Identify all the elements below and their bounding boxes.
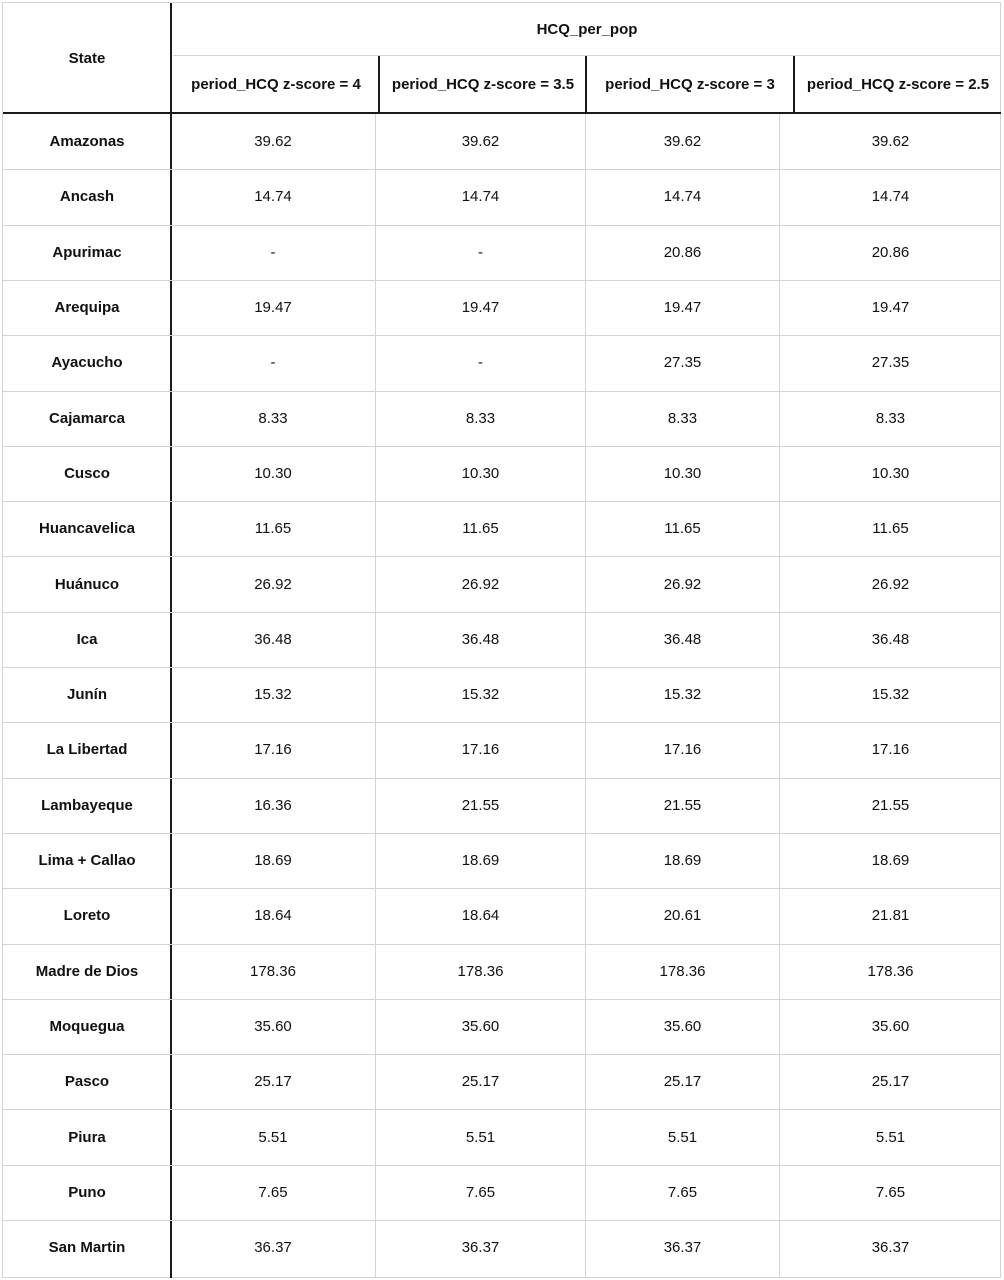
value-cell: 7.65 <box>667 1183 698 1201</box>
state-cell: Lima + Callao <box>38 852 136 870</box>
value-cell: 15.32 <box>871 686 910 704</box>
state-cell: Madre de Dios <box>35 962 139 980</box>
row-divider <box>3 888 1001 889</box>
row-divider <box>3 778 1001 779</box>
value-cell: 11.65 <box>254 520 292 538</box>
value-cell: 11.65 <box>872 520 909 538</box>
value-cell: 8.33 <box>258 409 288 427</box>
state-cell: San Martin <box>48 1239 126 1257</box>
value-cell: 36.37 <box>254 1239 292 1257</box>
sub-header-rule-1 <box>378 56 380 113</box>
row-divider <box>3 169 1001 170</box>
value-cell: 7.65 <box>875 1183 906 1201</box>
state-cell: Puno <box>68 1183 106 1201</box>
state-cell: Moquegua <box>49 1017 125 1035</box>
value-cell: 25.17 <box>254 1073 292 1091</box>
value-cell: 5.51 <box>465 1128 496 1146</box>
value-cell: 35.60 <box>871 1017 910 1035</box>
row-divider <box>3 1109 1001 1110</box>
value-cell: 5.51 <box>875 1128 906 1146</box>
value-cell: 25.17 <box>461 1073 500 1091</box>
state-cell: Loreto <box>63 907 111 925</box>
value-cell: 15.32 <box>254 686 292 704</box>
value-cell: - <box>270 243 276 261</box>
value-cell: 36.48 <box>663 630 702 648</box>
row-divider <box>3 556 1001 557</box>
value-cell: 16.36 <box>254 796 292 814</box>
value-cell: 8.33 <box>875 409 906 427</box>
state-cell: Apurimac <box>52 243 122 261</box>
header-divider <box>173 55 1001 56</box>
value-cell: 26.92 <box>663 575 702 593</box>
state-cell: Huancavelica <box>39 520 135 538</box>
value-cell: 19.47 <box>663 299 702 317</box>
value-cell: 14.74 <box>871 188 910 206</box>
state-cell: Huánuco <box>54 575 120 593</box>
value-cell: 10.30 <box>871 464 910 482</box>
value-cell: 36.48 <box>461 630 500 648</box>
row-divider <box>3 225 1001 226</box>
sub-header-rule-2 <box>585 56 587 113</box>
value-cell: 8.33 <box>465 409 496 427</box>
value-cell: 25.17 <box>871 1073 910 1091</box>
sub-header-z25: period_HCQ z-score = 2.5 <box>806 75 990 93</box>
state-cell: Ancash <box>59 188 115 206</box>
value-cell: 19.47 <box>871 299 910 317</box>
value-cell: 26.92 <box>871 575 910 593</box>
value-cell: 17.16 <box>254 741 292 759</box>
value-cell: 7.65 <box>465 1183 496 1201</box>
state-cell: Lambayeque <box>41 796 133 814</box>
value-cell: 14.74 <box>461 188 500 206</box>
value-cell: 35.60 <box>254 1017 292 1035</box>
state-cell: Pasco <box>64 1073 110 1091</box>
state-cell: Cajamarca <box>49 409 125 427</box>
row-divider <box>3 280 1001 281</box>
value-cell: 20.86 <box>871 243 910 261</box>
value-cell: 18.64 <box>461 907 500 925</box>
row-divider <box>3 1165 1001 1166</box>
value-cell: 39.62 <box>254 133 292 151</box>
sub-header-z3: period_HCQ z-score = 3 <box>605 75 775 93</box>
sub-header-z35: period_HCQ z-score = 3.5 <box>391 75 575 93</box>
value-cell: 17.16 <box>663 741 702 759</box>
value-cell: 39.62 <box>663 133 702 151</box>
row-divider <box>3 612 1001 613</box>
value-cell: 19.47 <box>254 299 292 317</box>
value-cell: 11.65 <box>664 520 701 538</box>
value-cell: 14.74 <box>663 188 702 206</box>
value-cell: 10.30 <box>663 464 702 482</box>
sub-header-rule-3 <box>793 56 795 113</box>
state-header: State <box>68 49 106 67</box>
row-divider <box>3 999 1001 1000</box>
sub-header-z4: period_HCQ z-score = 4 <box>191 75 361 93</box>
value-cell: 15.32 <box>663 686 702 704</box>
value-cell: - <box>270 354 276 372</box>
value-cell: 18.69 <box>254 852 292 870</box>
value-cell: 5.51 <box>258 1128 288 1146</box>
value-cell: 39.62 <box>871 133 910 151</box>
value-cell: 17.16 <box>461 741 500 759</box>
row-divider <box>3 722 1001 723</box>
row-divider <box>3 1054 1001 1055</box>
state-cell: Ica <box>76 630 98 648</box>
state-cell: Piura <box>68 1128 106 1146</box>
value-cell: 36.48 <box>871 630 910 648</box>
value-cell: 26.92 <box>461 575 500 593</box>
value-cell: 10.30 <box>254 464 292 482</box>
value-cell: 36.37 <box>461 1239 500 1257</box>
value-cell: 15.32 <box>461 686 500 704</box>
group-header: HCQ_per_pop <box>536 20 638 38</box>
row-divider <box>3 944 1001 945</box>
row-divider <box>3 1220 1001 1221</box>
value-cell: 11.65 <box>462 520 499 538</box>
value-cell: 10.30 <box>461 464 500 482</box>
value-cell: 25.17 <box>663 1073 702 1091</box>
value-cell: 14.74 <box>254 188 292 206</box>
state-cell: La Libertad <box>46 741 128 759</box>
state-cell: Ayacucho <box>51 354 123 372</box>
value-cell: 27.35 <box>871 354 910 372</box>
state-cell: Amazonas <box>49 133 125 151</box>
value-cell: 35.60 <box>461 1017 500 1035</box>
value-cell: 39.62 <box>461 133 500 151</box>
value-cell: 27.35 <box>663 354 702 372</box>
value-cell: 35.60 <box>663 1017 702 1035</box>
value-cell: 36.37 <box>663 1239 702 1257</box>
value-cell: 178.36 <box>659 962 706 980</box>
value-cell: 21.55 <box>871 796 910 814</box>
value-cell: 8.33 <box>667 409 698 427</box>
value-cell: 21.55 <box>461 796 500 814</box>
value-cell: 36.37 <box>871 1239 910 1257</box>
row-divider <box>3 833 1001 834</box>
value-cell: 18.69 <box>871 852 910 870</box>
state-cell: Junín <box>67 686 107 704</box>
value-cell: 178.36 <box>867 962 914 980</box>
value-cell: 20.61 <box>663 907 702 925</box>
row-divider <box>3 446 1001 447</box>
value-cell: 21.81 <box>871 907 910 925</box>
row-divider <box>3 391 1001 392</box>
value-cell: 17.16 <box>871 741 910 759</box>
state-cell: Arequipa <box>54 299 120 317</box>
value-cell: 18.69 <box>461 852 500 870</box>
value-cell: 18.64 <box>254 907 292 925</box>
value-cell: 5.51 <box>667 1128 698 1146</box>
value-cell: 19.47 <box>461 299 500 317</box>
row-divider <box>3 501 1001 502</box>
value-cell: 26.92 <box>254 575 292 593</box>
value-cell: - <box>478 354 483 372</box>
value-cell: 21.55 <box>663 796 702 814</box>
row-divider <box>3 667 1001 668</box>
value-cell: 7.65 <box>258 1183 288 1201</box>
value-cell: 36.48 <box>254 630 292 648</box>
value-cell: 20.86 <box>663 243 702 261</box>
value-cell: 178.36 <box>457 962 504 980</box>
row-divider <box>3 335 1001 336</box>
state-cell: Cusco <box>64 464 110 482</box>
value-cell: - <box>478 243 483 261</box>
value-cell: 18.69 <box>663 852 702 870</box>
value-cell: 178.36 <box>250 962 296 980</box>
